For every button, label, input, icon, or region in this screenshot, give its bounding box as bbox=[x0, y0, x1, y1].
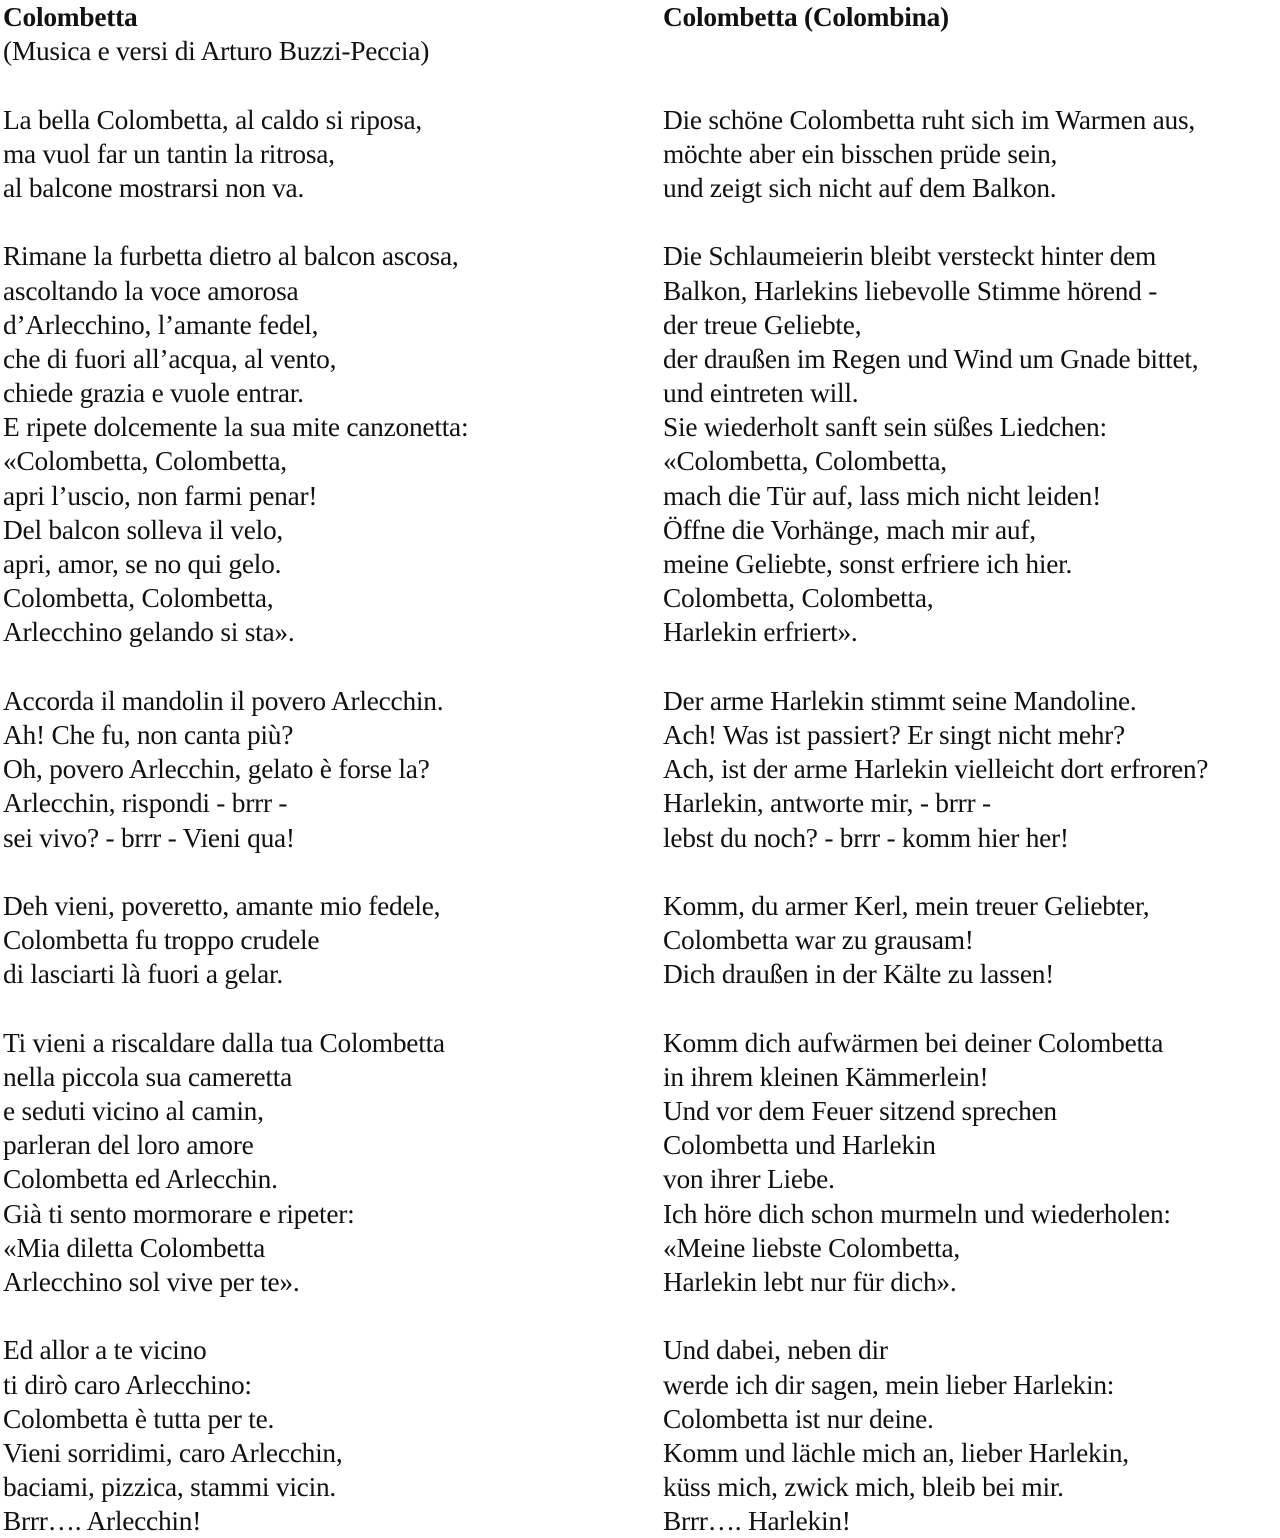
verse-line: küss mich, zwick mich, bleib bei mir. bbox=[663, 1472, 1064, 1503]
verse-line: Ti vieni a riscaldare dalla tua Colombetta bbox=[3, 1027, 445, 1058]
verse-line: nella piccola sua cameretta bbox=[3, 1061, 293, 1092]
stanza-gap bbox=[3, 650, 643, 684]
verse-line: möchte aber ein bisschen prüde sein, bbox=[663, 138, 1058, 169]
verse-line: «Meine liebste Colombetta, bbox=[663, 1232, 961, 1263]
stanza bbox=[3, 239, 643, 649]
verse-line: der treue Geliebte, bbox=[663, 309, 862, 340]
verse-line: Ich höre dich schon murmeln und wiederholen: bbox=[663, 1198, 1171, 1229]
verse-line: Ach, ist der arme Harlekin vielleicht dort erfroren? bbox=[663, 754, 1209, 785]
verse-line: La bella Colombetta, al caldo si riposa, bbox=[3, 104, 422, 135]
verse-line: Brrr…. Harlekin! bbox=[663, 1506, 851, 1537]
stanza bbox=[663, 1026, 1280, 1300]
verse-line: Arlecchino sol vive per te». bbox=[3, 1266, 300, 1297]
verse-line: chiede grazia e vuole entrar. bbox=[3, 378, 304, 409]
verse-line: «Colombetta, Colombetta, bbox=[3, 446, 287, 477]
verse-line: lebst du noch? - brrr - komm hier her! bbox=[663, 822, 1069, 853]
stanza bbox=[3, 889, 643, 992]
verse-line: Und dabei, neben dir bbox=[663, 1335, 888, 1366]
stanza bbox=[3, 684, 643, 855]
verse-line: al balcone mostrarsi non va. bbox=[3, 172, 305, 203]
verse-line: Harlekin, antworte mir, - brrr - bbox=[663, 788, 991, 819]
verse-line: Die Schlaumeierin bleibt versteckt hinter dem bbox=[663, 241, 1157, 272]
verse-line: apri l’uscio, non farmi penar! bbox=[3, 480, 318, 511]
verse-line: che di fuori all’acqua, al vento, bbox=[3, 343, 337, 374]
verse-line: Arlecchino gelando si sta». bbox=[3, 617, 295, 648]
stanza bbox=[663, 684, 1280, 855]
verse-line: mach die Tür auf, lass mich nicht leiden! bbox=[663, 480, 1102, 511]
german-subtitle bbox=[663, 34, 1280, 68]
verse-line: in ihrem kleinen Kämmerlein! bbox=[663, 1061, 989, 1092]
verse-line: Arlecchin, rispondi - brrr - bbox=[3, 788, 288, 819]
verse-line: «Mia diletta Colombetta bbox=[3, 1232, 266, 1263]
stanza bbox=[663, 1333, 1280, 1538]
verse-line: Già ti sento mormorare e ripeter: bbox=[3, 1198, 355, 1229]
verse-line: parleran del loro amore bbox=[3, 1130, 254, 1161]
spacer bbox=[663, 68, 1280, 102]
stanza bbox=[3, 1026, 643, 1300]
verse-line: Vieni sorridimi, caro Arlecchin, bbox=[3, 1437, 343, 1468]
verse-line: Öffne die Vorhänge, mach mir auf, bbox=[663, 514, 1036, 545]
verse-line: d’Arlecchino, l’amante fedel, bbox=[3, 309, 319, 340]
verse-line: Oh, povero Arlecchin, gelato è forse la? bbox=[3, 754, 430, 785]
verse-line: Harlekin lebt nur für dich». bbox=[663, 1266, 957, 1297]
stanza-gap bbox=[663, 991, 1280, 1025]
stanza-gap bbox=[663, 650, 1280, 684]
verse-line: ti dirò caro Arlecchino: bbox=[3, 1369, 252, 1400]
verse-line: Die schöne Colombetta ruht sich im Warmen aus, bbox=[663, 104, 1195, 135]
verse-line: Ed allor a te vicino bbox=[3, 1335, 207, 1366]
verse-line: Colombetta ist nur deine. bbox=[663, 1403, 934, 1434]
stanza-gap bbox=[3, 991, 643, 1025]
verse-line: «Colombetta, Colombetta, bbox=[663, 446, 947, 477]
spacer bbox=[3, 68, 643, 102]
stanza bbox=[663, 239, 1280, 649]
verse-line: Rimane la furbetta dietro al balcon ascosa, bbox=[3, 241, 459, 272]
verse-line: der draußen im Regen und Wind um Gnade bittet, bbox=[663, 343, 1199, 374]
german-column bbox=[663, 0, 1280, 1538]
verse-line: Del balcon solleva il velo, bbox=[3, 514, 284, 545]
verse-line: und eintreten will. bbox=[663, 378, 859, 409]
verse-line: Und vor dem Feuer sitzend sprechen bbox=[663, 1096, 1057, 1126]
verse-line: Ah! Che fu, non canta più? bbox=[3, 719, 294, 750]
stanza-gap bbox=[3, 205, 643, 239]
stanza-gap bbox=[3, 855, 643, 889]
verse-line: apri, amor, se no qui gelo. bbox=[3, 549, 282, 579]
verse-line: Balkon, Harlekins liebevolle Stimme hörend - bbox=[663, 275, 1158, 306]
verse-line: Sie wiederholt sanft sein süßes Liedchen: bbox=[663, 412, 1107, 443]
stanza bbox=[3, 1333, 643, 1538]
verse-line: meine Geliebte, sonst erfriere ich hier. bbox=[663, 549, 1073, 579]
stanza-gap bbox=[3, 1299, 643, 1333]
verse-line: Harlekin erfriert». bbox=[663, 617, 858, 648]
verse-line: Brrr…. Arlecchin! bbox=[3, 1506, 202, 1537]
stanza-gap bbox=[663, 205, 1280, 239]
verse-line: Colombetta war zu grausam! bbox=[663, 925, 974, 956]
italian-column bbox=[3, 0, 643, 1538]
verse-line: Komm dich aufwärmen bei deiner Colombetta bbox=[663, 1027, 1164, 1058]
verse-line: Dich draußen in der Kälte zu lassen! bbox=[663, 959, 1055, 990]
german-stanzas bbox=[663, 103, 1280, 1538]
verse-line: baciami, pizzica, stammi vicin. bbox=[3, 1472, 336, 1503]
verse-line: ma vuol far un tantin la ritrosa, bbox=[3, 138, 335, 169]
verse-line: Colombetta und Harlekin bbox=[663, 1130, 936, 1161]
verse-line: Deh vieni, poveretto, amante mio fedele, bbox=[3, 890, 441, 921]
verse-line: Colombetta, Colombetta, bbox=[3, 583, 274, 614]
italian-title: Colombetta bbox=[3, 2, 138, 32]
verse-line: Ach! Was ist passiert? Er singt nicht mehr? bbox=[663, 719, 1125, 750]
verse-line: di lasciarti là fuori a gelar. bbox=[3, 959, 283, 990]
verse-line: e seduti vicino al camin, bbox=[3, 1096, 264, 1126]
verse-line: Komm, du armer Kerl, mein treuer Geliebter, bbox=[663, 890, 1150, 921]
verse-line: Colombetta ed Arlecchin. bbox=[3, 1164, 278, 1195]
stanza bbox=[663, 103, 1280, 206]
german-title: Colombetta (Colombina) bbox=[663, 2, 949, 32]
stanza-gap bbox=[663, 855, 1280, 889]
italian-stanzas bbox=[3, 103, 643, 1538]
verse-line: Der arme Harlekin stimmt seine Mandoline. bbox=[663, 685, 1137, 716]
verse-line: werde ich dir sagen, mein lieber Harlekin: bbox=[663, 1369, 1115, 1400]
verse-line: Colombetta è tutta per te. bbox=[3, 1403, 275, 1434]
verse-line: E ripete dolcemente la sua mite canzonetta: bbox=[3, 412, 469, 443]
stanza-gap bbox=[663, 1299, 1280, 1333]
verse-line: Komm und lächle mich an, lieber Harlekin, bbox=[663, 1437, 1129, 1468]
verse-line: von ihrer Liebe. bbox=[663, 1164, 835, 1195]
verse-line: Colombetta, Colombetta, bbox=[663, 583, 934, 614]
stanza bbox=[3, 103, 643, 206]
verse-line: sei vivo? - brrr - Vieni qua! bbox=[3, 822, 295, 853]
verse-line: und zeigt sich nicht auf dem Balkon. bbox=[663, 172, 1057, 203]
stanza bbox=[663, 889, 1280, 992]
italian-subtitle: (Musica e versi di Arturo Buzzi-Peccia) bbox=[3, 36, 430, 67]
verse-line: Colombetta fu troppo crudele bbox=[3, 925, 320, 956]
verse-line: Accorda il mandolin il povero Arlecchin. bbox=[3, 685, 444, 716]
verse-line: ascoltando la voce amorosa bbox=[3, 275, 299, 306]
